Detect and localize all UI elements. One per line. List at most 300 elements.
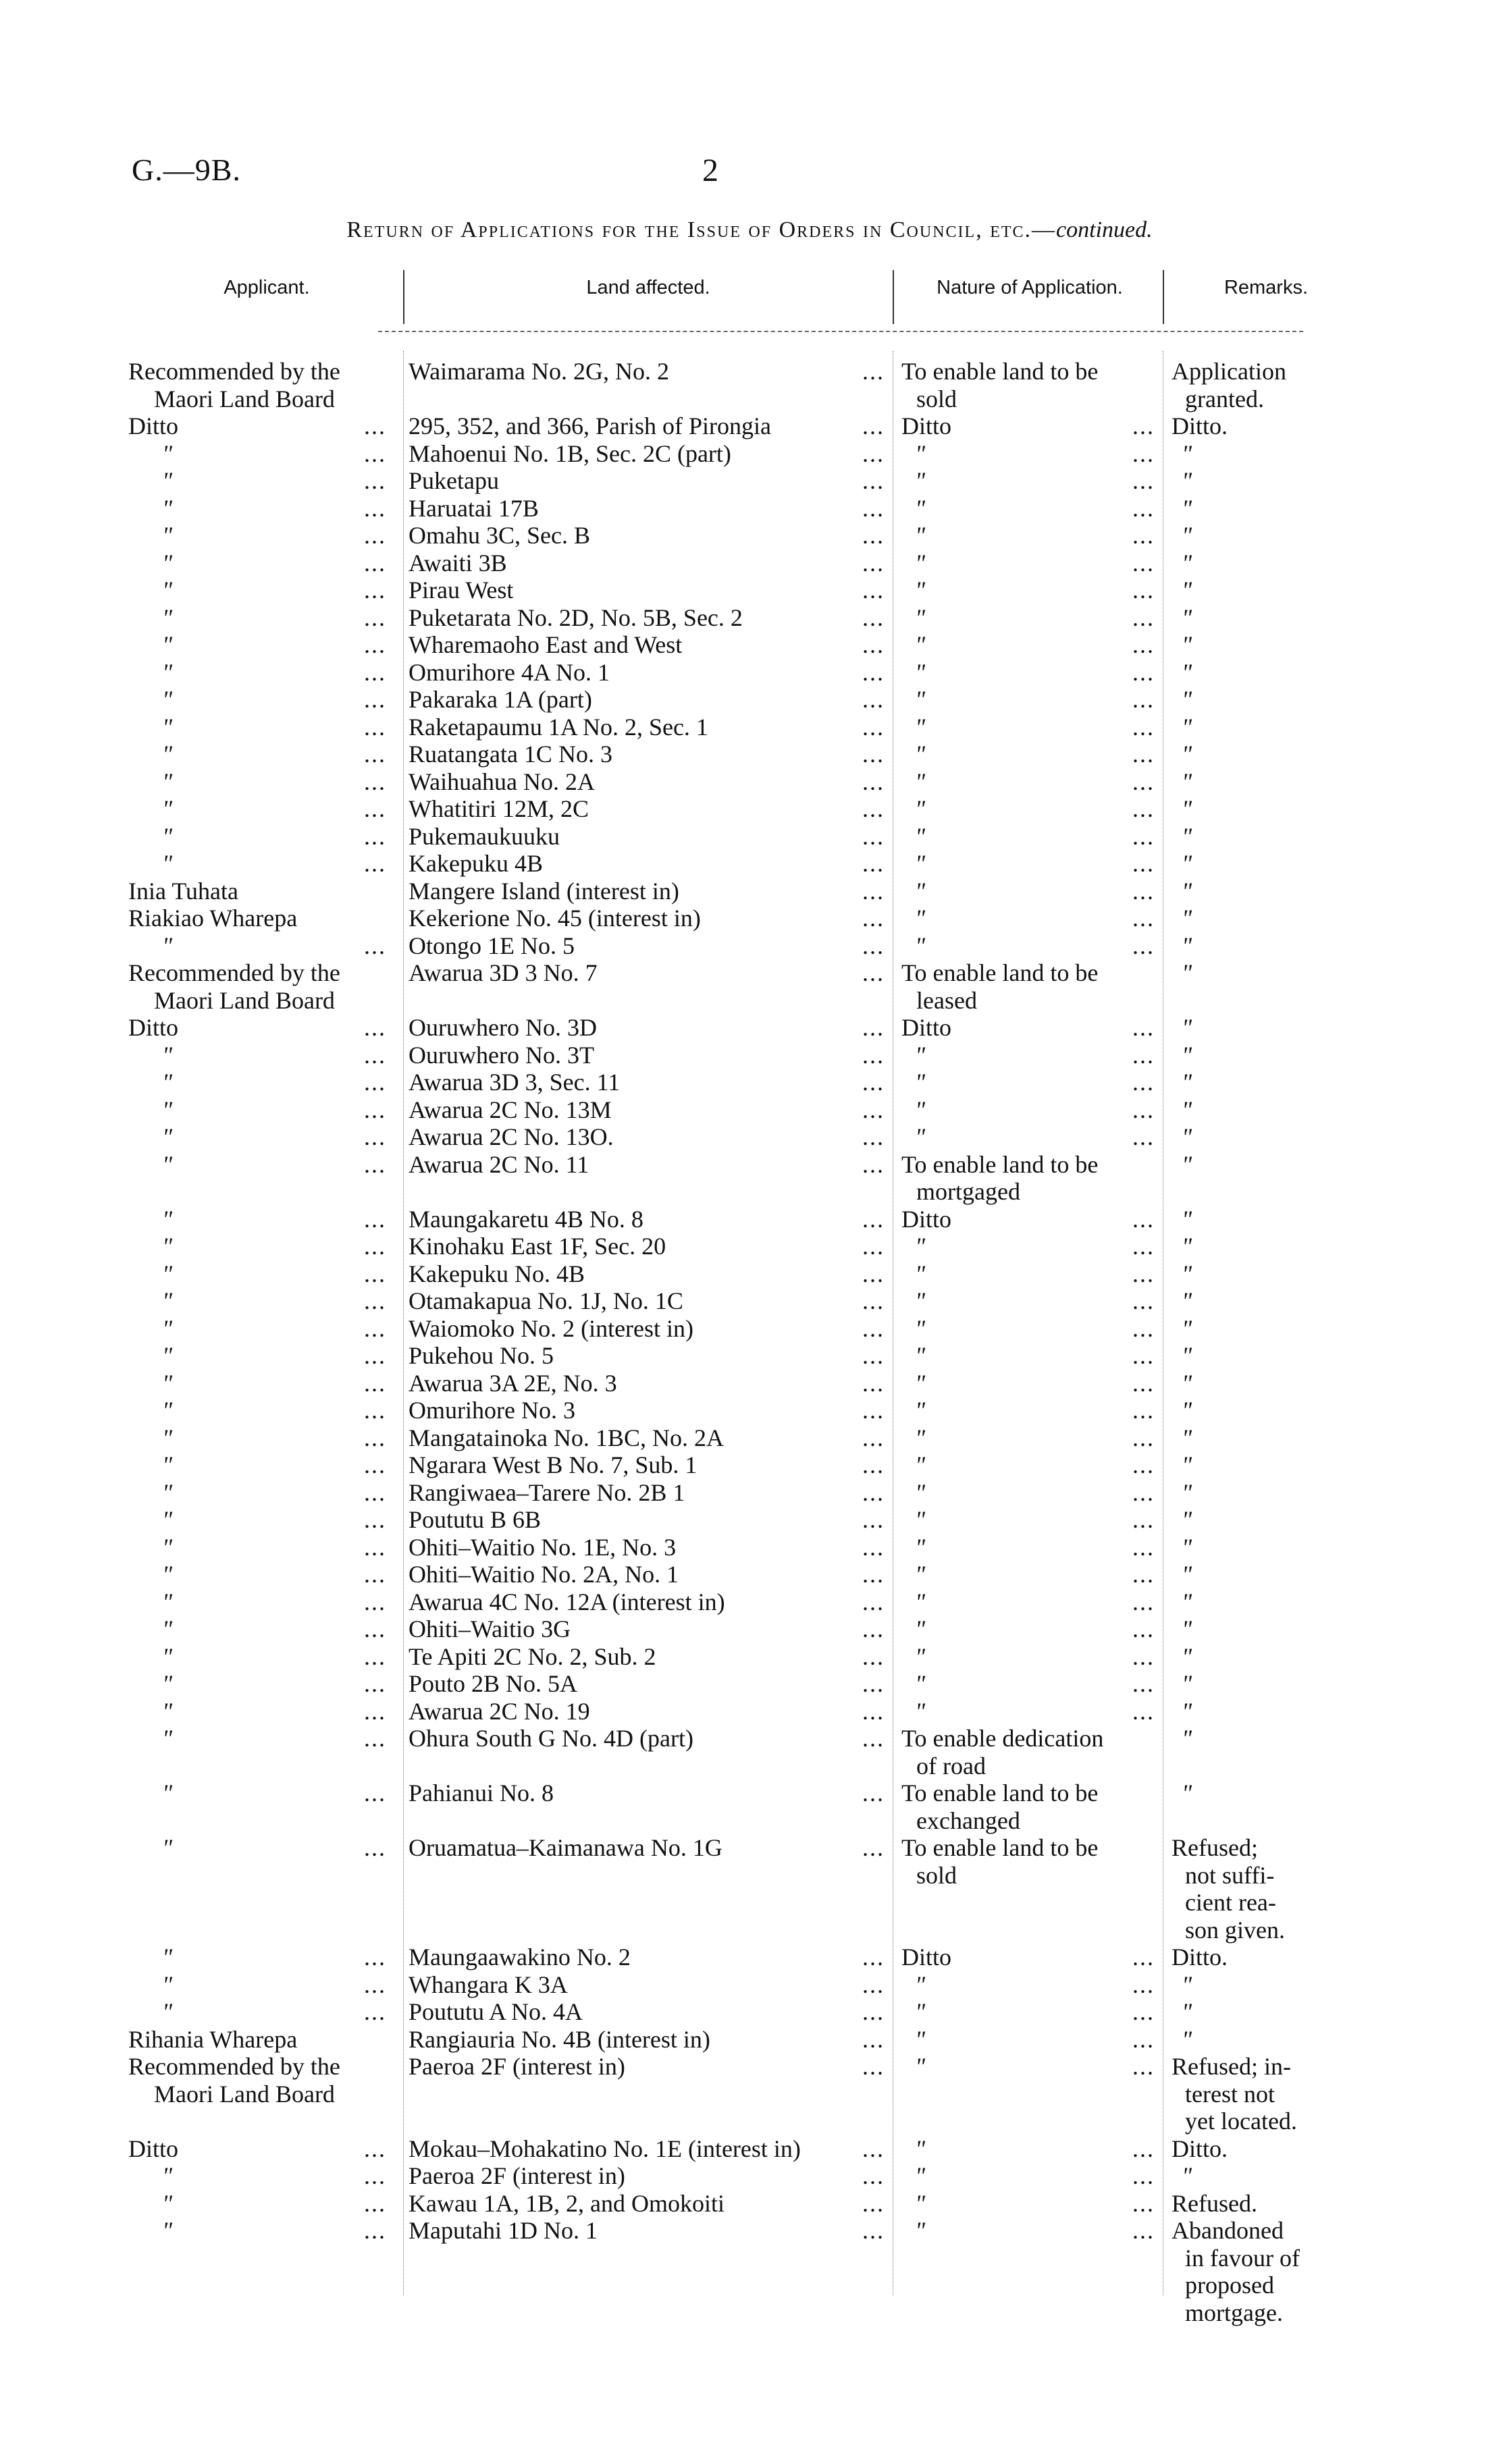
table-row (0, 1069, 1499, 1096)
land-cell: Waiomoko No. 2 (interest in) (409, 1314, 694, 1342)
dot-leader: ... (862, 1014, 885, 1041)
remarks-cell: " (1182, 494, 1192, 522)
nature-cell: To enable land to be (901, 959, 1099, 986)
table-row (0, 1725, 1499, 1779)
remarks-cell: " (1182, 713, 1192, 741)
remarks-cell: " (1182, 959, 1192, 986)
dot-leader: ... (364, 1506, 386, 1533)
table-row (0, 495, 1499, 523)
applicant-cell: " (162, 1944, 173, 1971)
table-row (0, 1834, 1499, 1944)
dot-leader: ... (364, 932, 386, 959)
dot-leader: ... (862, 1397, 885, 1424)
applicant-cell: " (162, 1342, 173, 1369)
dot-leader: ... (364, 1615, 386, 1642)
dot-leader: ... (862, 959, 885, 986)
nature-cell: " (915, 1369, 926, 1397)
nature-cell: " (915, 822, 926, 850)
land-cell: Waimarama No. 2G, No. 2 (409, 358, 669, 385)
applicant-cell: " (162, 658, 173, 686)
table-row (0, 878, 1499, 905)
nature-cell: " (915, 604, 926, 631)
applicant-cell: " (162, 494, 173, 522)
nature-cell: " (915, 932, 926, 959)
dot-leader: ... (364, 549, 386, 577)
land-cell: Ouruwhero No. 3D (409, 1014, 597, 1041)
applicant-cell: Recommended by the (128, 959, 340, 986)
land-cell: Rangiwaea–Tarere No. 2B 1 (409, 1478, 685, 1506)
dot-leader: ... (364, 658, 386, 686)
land-cell: Mangatainoka No. 1BC, No. 2A (409, 1424, 724, 1451)
applicant-cell: " (162, 932, 173, 959)
dot-leader: ... (1132, 1287, 1155, 1314)
dot-leader: ... (364, 1096, 386, 1123)
table-row (0, 1206, 1499, 1233)
nature-cell: " (915, 2162, 926, 2189)
nature-cell: " (915, 1424, 926, 1451)
applicant-cell: " (162, 1123, 173, 1150)
nature-cell: " (915, 877, 926, 905)
remarks-cell: " (1182, 1287, 1192, 1314)
land-cell: Pouto 2B No. 5A (409, 1670, 578, 1697)
table-row (0, 1451, 1499, 1479)
dot-leader: ... (1132, 577, 1155, 604)
dot-leader: ... (862, 822, 885, 850)
remarks-cell: " (1182, 467, 1192, 494)
table-row (0, 1315, 1499, 1343)
land-cell: Pahianui No. 8 (409, 1779, 554, 1806)
land-cell: Raketapaumu 1A No. 2, Sec. 1 (409, 713, 708, 741)
remarks-cell: " (1182, 795, 1192, 822)
dot-leader: ... (364, 1369, 386, 1397)
dot-leader: ... (862, 850, 885, 877)
table-row (0, 1342, 1499, 1370)
remarks-cell: " (1182, 1123, 1192, 1150)
dot-leader: ... (862, 1150, 885, 1178)
table-row (0, 1096, 1499, 1124)
dot-leader: ... (862, 1260, 885, 1287)
dot-leader: ... (862, 522, 885, 549)
dot-leader: ... (1132, 1314, 1155, 1342)
nature-cell: " (915, 577, 926, 604)
land-cell: Pirau West (409, 577, 514, 604)
dot-leader: ... (1132, 1588, 1155, 1615)
dot-leader: ... (1132, 1397, 1155, 1424)
land-cell: Awarua 2C No. 13O. (409, 1123, 614, 1150)
nature-cell: " (915, 1561, 926, 1588)
dot-leader: ... (862, 358, 885, 385)
applicant-cell: " (162, 1561, 173, 1588)
dot-leader: ... (364, 1779, 386, 1806)
nature-cell: " (915, 2025, 926, 2053)
nature-cell: " (915, 2217, 926, 2244)
dot-leader: ... (1132, 850, 1155, 877)
land-cell: Rangiauria No. 4B (interest in) (409, 2025, 710, 2053)
dot-leader: ... (1132, 412, 1155, 439)
table-row (0, 1260, 1499, 1288)
dot-leader: ... (364, 1014, 386, 1041)
nature-cell: To enable dedication (901, 1725, 1104, 1752)
dot-leader: ... (862, 1369, 885, 1397)
nature-cell: " (915, 1506, 926, 1533)
remarks-cell: Ditto. (1172, 412, 1228, 439)
remarks-cell: Refused. (1172, 2189, 1257, 2217)
table-row (0, 1042, 1499, 1069)
land-cell: Omurihore 4A No. 1 (409, 658, 610, 686)
nature-cell: " (915, 1123, 926, 1150)
nature-cell: " (915, 741, 926, 768)
land-cell: Awarua 2C No. 19 (409, 1697, 590, 1725)
table-row (0, 440, 1499, 468)
land-cell: Awarua 4C No. 12A (interest in) (409, 1588, 725, 1615)
remarks-cell: " (1182, 1998, 1192, 2025)
dot-leader: ... (862, 1342, 885, 1369)
dot-leader: ... (364, 1697, 386, 1725)
table-row (0, 1998, 1499, 2026)
remarks-cell: " (1182, 822, 1192, 850)
dot-leader: ... (862, 905, 885, 932)
dot-leader: ... (364, 1287, 386, 1314)
remarks-cell: " (1182, 877, 1192, 905)
nature-cell: To enable land to be (901, 1834, 1099, 1861)
dot-leader: ... (1132, 1533, 1155, 1561)
dot-leader: ... (862, 494, 885, 522)
remarks-cell: in favour of (1185, 2244, 1300, 2272)
applicant-cell: Riakiao Wharepa (128, 905, 298, 932)
remarks-cell: terest not (1185, 2080, 1275, 2108)
applicant-cell: " (162, 686, 173, 713)
land-cell: Te Apiti 2C No. 2, Sub. 2 (409, 1642, 656, 1670)
dot-leader: ... (862, 1205, 885, 1233)
land-cell: Oruamatua–Kaimanawa No. 1G (409, 1834, 722, 1861)
applicant-cell: " (162, 1424, 173, 1451)
remarks-cell: " (1182, 1069, 1192, 1096)
dot-leader: ... (1132, 439, 1155, 467)
table-row (0, 358, 1499, 412)
land-cell: Awarua 2C No. 13M (409, 1096, 612, 1123)
land-cell: Kinohaku East 1F, Sec. 20 (409, 1233, 666, 1260)
dot-leader: ... (862, 1451, 885, 1478)
dot-leader: ... (862, 1287, 885, 1314)
nature-cell: Ditto (901, 412, 952, 439)
dot-leader: ... (862, 658, 885, 686)
table-row (0, 2162, 1499, 2190)
land-cell: Paeroa 2F (interest in) (409, 2162, 625, 2189)
applicant-cell: " (162, 549, 173, 577)
dot-leader: ... (1132, 604, 1155, 631)
land-cell: Whatitiri 12M, 2C (409, 795, 589, 822)
dot-leader: ... (1132, 1205, 1155, 1233)
dot-leader: ... (862, 1533, 885, 1561)
dot-leader: ... (862, 1041, 885, 1069)
nature-cell: " (915, 713, 926, 741)
dot-leader: ... (1132, 1971, 1155, 1998)
dot-leader: ... (862, 1424, 885, 1451)
remarks-cell: " (1182, 1424, 1192, 1451)
dot-leader: ... (862, 2189, 885, 2217)
dot-leader: ... (862, 741, 885, 768)
page-title (0, 217, 1499, 243)
dot-leader: ... (862, 877, 885, 905)
remarks-cell: " (1182, 549, 1192, 577)
remarks-cell: Refused; in- (1172, 2053, 1291, 2080)
dot-leader: ... (1132, 932, 1155, 959)
dot-leader: ... (364, 1588, 386, 1615)
document-code: G.—9B. (132, 153, 241, 187)
nature-cell: " (915, 1670, 926, 1697)
table-row (0, 604, 1499, 632)
applicant-cell: " (162, 604, 173, 631)
dot-leader: ... (364, 1260, 386, 1287)
remarks-cell: " (1182, 1478, 1192, 1506)
land-cell: Puketarata No. 2D, No. 5B, Sec. 2 (409, 604, 743, 631)
remarks-cell: " (1182, 1588, 1192, 1615)
dot-leader: ... (364, 1233, 386, 1260)
applicant-cell: Ditto (128, 412, 179, 439)
dot-leader: ... (364, 713, 386, 741)
applicant-cell: Inia Tuhata (128, 877, 239, 905)
land-cell: Ouruwhero No. 3T (409, 1041, 594, 1069)
nature-cell: " (915, 1314, 926, 1342)
table-row (0, 631, 1499, 659)
table-row (0, 741, 1499, 768)
table-row (0, 2053, 1499, 2135)
dot-leader: ... (862, 1697, 885, 1725)
land-cell: Omahu 3C, Sec. B (409, 522, 590, 549)
dot-leader: ... (862, 467, 885, 494)
dot-leader: ... (1132, 1233, 1155, 1260)
remarks-cell: " (1182, 577, 1192, 604)
dot-leader: ... (862, 1123, 885, 1150)
remarks-cell: " (1182, 850, 1192, 877)
remarks-cell: " (1182, 439, 1192, 467)
dot-leader: ... (364, 2217, 386, 2244)
dot-leader: ... (1132, 795, 1155, 822)
table-row (0, 1233, 1499, 1260)
table-row (0, 1370, 1499, 1397)
dot-leader: ... (364, 1944, 386, 1971)
table-row (0, 1506, 1499, 1534)
applicant-cell: " (162, 1779, 173, 1806)
table-row (0, 1151, 1499, 1206)
header-divider (893, 270, 894, 324)
remarks-cell: " (1182, 2025, 1192, 2053)
applicant-cell: " (162, 1397, 173, 1424)
dot-leader: ... (1132, 905, 1155, 932)
applicant-cell: " (162, 1615, 173, 1642)
dot-leader: ... (364, 768, 386, 795)
applicant-cell: " (162, 1451, 173, 1478)
dot-leader: ... (862, 1971, 885, 1998)
dot-leader: ... (1132, 2217, 1155, 2244)
remarks-cell: " (1182, 1369, 1192, 1397)
nature-cell: " (915, 2189, 926, 2217)
dot-leader: ... (862, 549, 885, 577)
remarks-cell: " (1182, 686, 1192, 713)
land-cell: Maungakaretu 4B No. 8 (409, 1205, 643, 1233)
dot-leader: ... (862, 1779, 885, 1806)
table-row (0, 850, 1499, 878)
remarks-cell: Ditto. (1172, 1944, 1228, 1971)
dot-leader: ... (1132, 1642, 1155, 1670)
applicant-cell: " (162, 1314, 173, 1342)
land-cell: Mokau–Mohakatino No. 1E (interest in) (409, 2135, 801, 2162)
dot-leader: ... (364, 494, 386, 522)
dot-leader: ... (1132, 2053, 1155, 2080)
remarks-cell: " (1182, 1451, 1192, 1478)
remarks-cell: " (1182, 1615, 1192, 1642)
dot-leader: ... (862, 1998, 885, 2025)
land-cell: Ruatangata 1C No. 3 (409, 741, 612, 768)
land-cell: Awarua 3A 2E, No. 3 (409, 1369, 617, 1397)
dot-leader: ... (1132, 1014, 1155, 1041)
land-cell: Wharemaoho East and West (409, 631, 683, 658)
dot-leader: ... (1132, 686, 1155, 713)
land-cell: Whangara K 3A (409, 1971, 568, 1998)
table-row (0, 1698, 1499, 1725)
dot-leader: ... (862, 2053, 885, 2080)
applicant-cell: " (162, 1588, 173, 1615)
dot-leader: ... (1132, 1342, 1155, 1369)
title-suffix: continued. (1056, 217, 1153, 242)
nature-cell: " (915, 467, 926, 494)
dot-leader: ... (862, 412, 885, 439)
dot-leader: ... (1132, 1096, 1155, 1123)
nature-cell: " (915, 686, 926, 713)
applicant-cell: " (162, 522, 173, 549)
table-row (0, 1123, 1499, 1151)
nature-cell: " (915, 1697, 926, 1725)
nature-cell: " (915, 1533, 926, 1561)
table-row (0, 2217, 1499, 2326)
table-row (0, 1424, 1499, 1452)
remarks-cell: Abandoned (1172, 2217, 1284, 2244)
applicant-cell: Ditto (128, 1014, 179, 1041)
dot-leader: ... (1132, 1369, 1155, 1397)
nature-cell: " (915, 549, 926, 577)
dot-leader: ... (1132, 1670, 1155, 1697)
nature-cell: " (915, 850, 926, 877)
table-row (0, 1588, 1499, 1616)
column-header-nature: Nature of Application. (937, 277, 1123, 298)
land-cell: Awaiti 3B (409, 549, 507, 577)
dot-leader: ... (862, 1069, 885, 1096)
applicant-cell: " (162, 1971, 173, 1998)
dot-leader: ... (364, 1314, 386, 1342)
dot-leader: ... (364, 1424, 386, 1451)
nature-cell: exchanged (916, 1806, 1020, 1834)
remarks-cell: mortgage. (1185, 2299, 1283, 2326)
applicant-cell: " (162, 2189, 173, 2217)
remarks-cell: Ditto. (1172, 2135, 1228, 2162)
dot-leader: ... (862, 1670, 885, 1697)
nature-cell: " (915, 795, 926, 822)
nature-cell: " (915, 1260, 926, 1287)
applicant-cell: " (162, 1506, 173, 1533)
applicant-cell: " (162, 1697, 173, 1725)
dot-leader: ... (1132, 2189, 1155, 2217)
nature-cell: " (915, 1588, 926, 1615)
dot-leader: ... (364, 467, 386, 494)
dot-leader: ... (862, 1615, 885, 1642)
nature-cell: " (915, 658, 926, 686)
applicant-cell: " (162, 2217, 173, 2244)
dot-leader: ... (1132, 1998, 1155, 2025)
dot-leader: ... (364, 604, 386, 631)
applicant-cell: " (162, 713, 173, 741)
nature-cell: " (915, 1041, 926, 1069)
applicant-cell: Maori Land Board (154, 2080, 335, 2108)
land-cell: Kakepuku 4B (409, 850, 543, 877)
land-cell: Omurihore No. 3 (409, 1397, 575, 1424)
remarks-cell: yet located. (1185, 2108, 1297, 2135)
dot-leader: ... (1132, 549, 1155, 577)
dot-leader: ... (364, 2162, 386, 2189)
land-cell: Awarua 3D 3 No. 7 (409, 959, 598, 986)
dot-leader: ... (1132, 658, 1155, 686)
dot-leader: ... (364, 741, 386, 768)
nature-cell: " (915, 1342, 926, 1369)
applicant-cell: " (162, 822, 173, 850)
land-cell: Kawau 1A, 1B, 2, and Omokoiti (409, 2189, 725, 2217)
table-row (0, 932, 1499, 960)
nature-cell: " (915, 1096, 926, 1123)
dot-leader: ... (1132, 1260, 1155, 1287)
remarks-cell: " (1182, 1150, 1192, 1178)
dot-leader: ... (862, 1314, 885, 1342)
dot-leader: ... (364, 1397, 386, 1424)
dot-leader: ... (862, 1561, 885, 1588)
applicant-cell: " (162, 1150, 173, 1178)
table-row (0, 823, 1499, 851)
dot-leader: ... (1132, 1424, 1155, 1451)
nature-cell: To enable land to be (901, 1779, 1099, 1806)
dot-leader: ... (862, 2217, 885, 2244)
land-cell: Pukemaukuuku (409, 822, 560, 850)
dot-leader: ... (364, 1533, 386, 1561)
remarks-cell: " (1182, 1233, 1192, 1260)
nature-cell: " (915, 494, 926, 522)
dot-leader: ... (1132, 1069, 1155, 1096)
nature-cell: " (915, 1451, 926, 1478)
table-row (0, 1014, 1499, 1042)
nature-cell: " (915, 1397, 926, 1424)
dot-leader: ... (1132, 494, 1155, 522)
nature-cell: mortgaged (916, 1178, 1020, 1205)
applicant-cell: " (162, 1069, 173, 1096)
dot-leader: ... (1132, 1506, 1155, 1533)
dot-leader: ... (862, 768, 885, 795)
land-cell: Pakaraka 1A (part) (409, 686, 592, 713)
remarks-cell: " (1182, 1342, 1192, 1369)
remarks-cell: " (1182, 1014, 1192, 1041)
dot-leader: ... (1132, 467, 1155, 494)
dot-leader: ... (364, 631, 386, 658)
land-cell: Paeroa 2F (interest in) (409, 2053, 625, 2080)
applicant-cell: " (162, 1096, 173, 1123)
nature-cell: sold (916, 385, 957, 412)
applicant-cell: " (162, 1369, 173, 1397)
remarks-cell: " (1182, 768, 1192, 795)
nature-cell: sold (916, 1861, 957, 1889)
dot-leader: ... (1132, 1697, 1155, 1725)
applicant-cell: Ditto (128, 2135, 179, 2162)
dot-leader: ... (364, 1670, 386, 1697)
dot-leader: ... (1132, 713, 1155, 741)
dot-leader: ... (862, 631, 885, 658)
applicant-cell: " (162, 741, 173, 768)
dot-leader: ... (364, 1342, 386, 1369)
